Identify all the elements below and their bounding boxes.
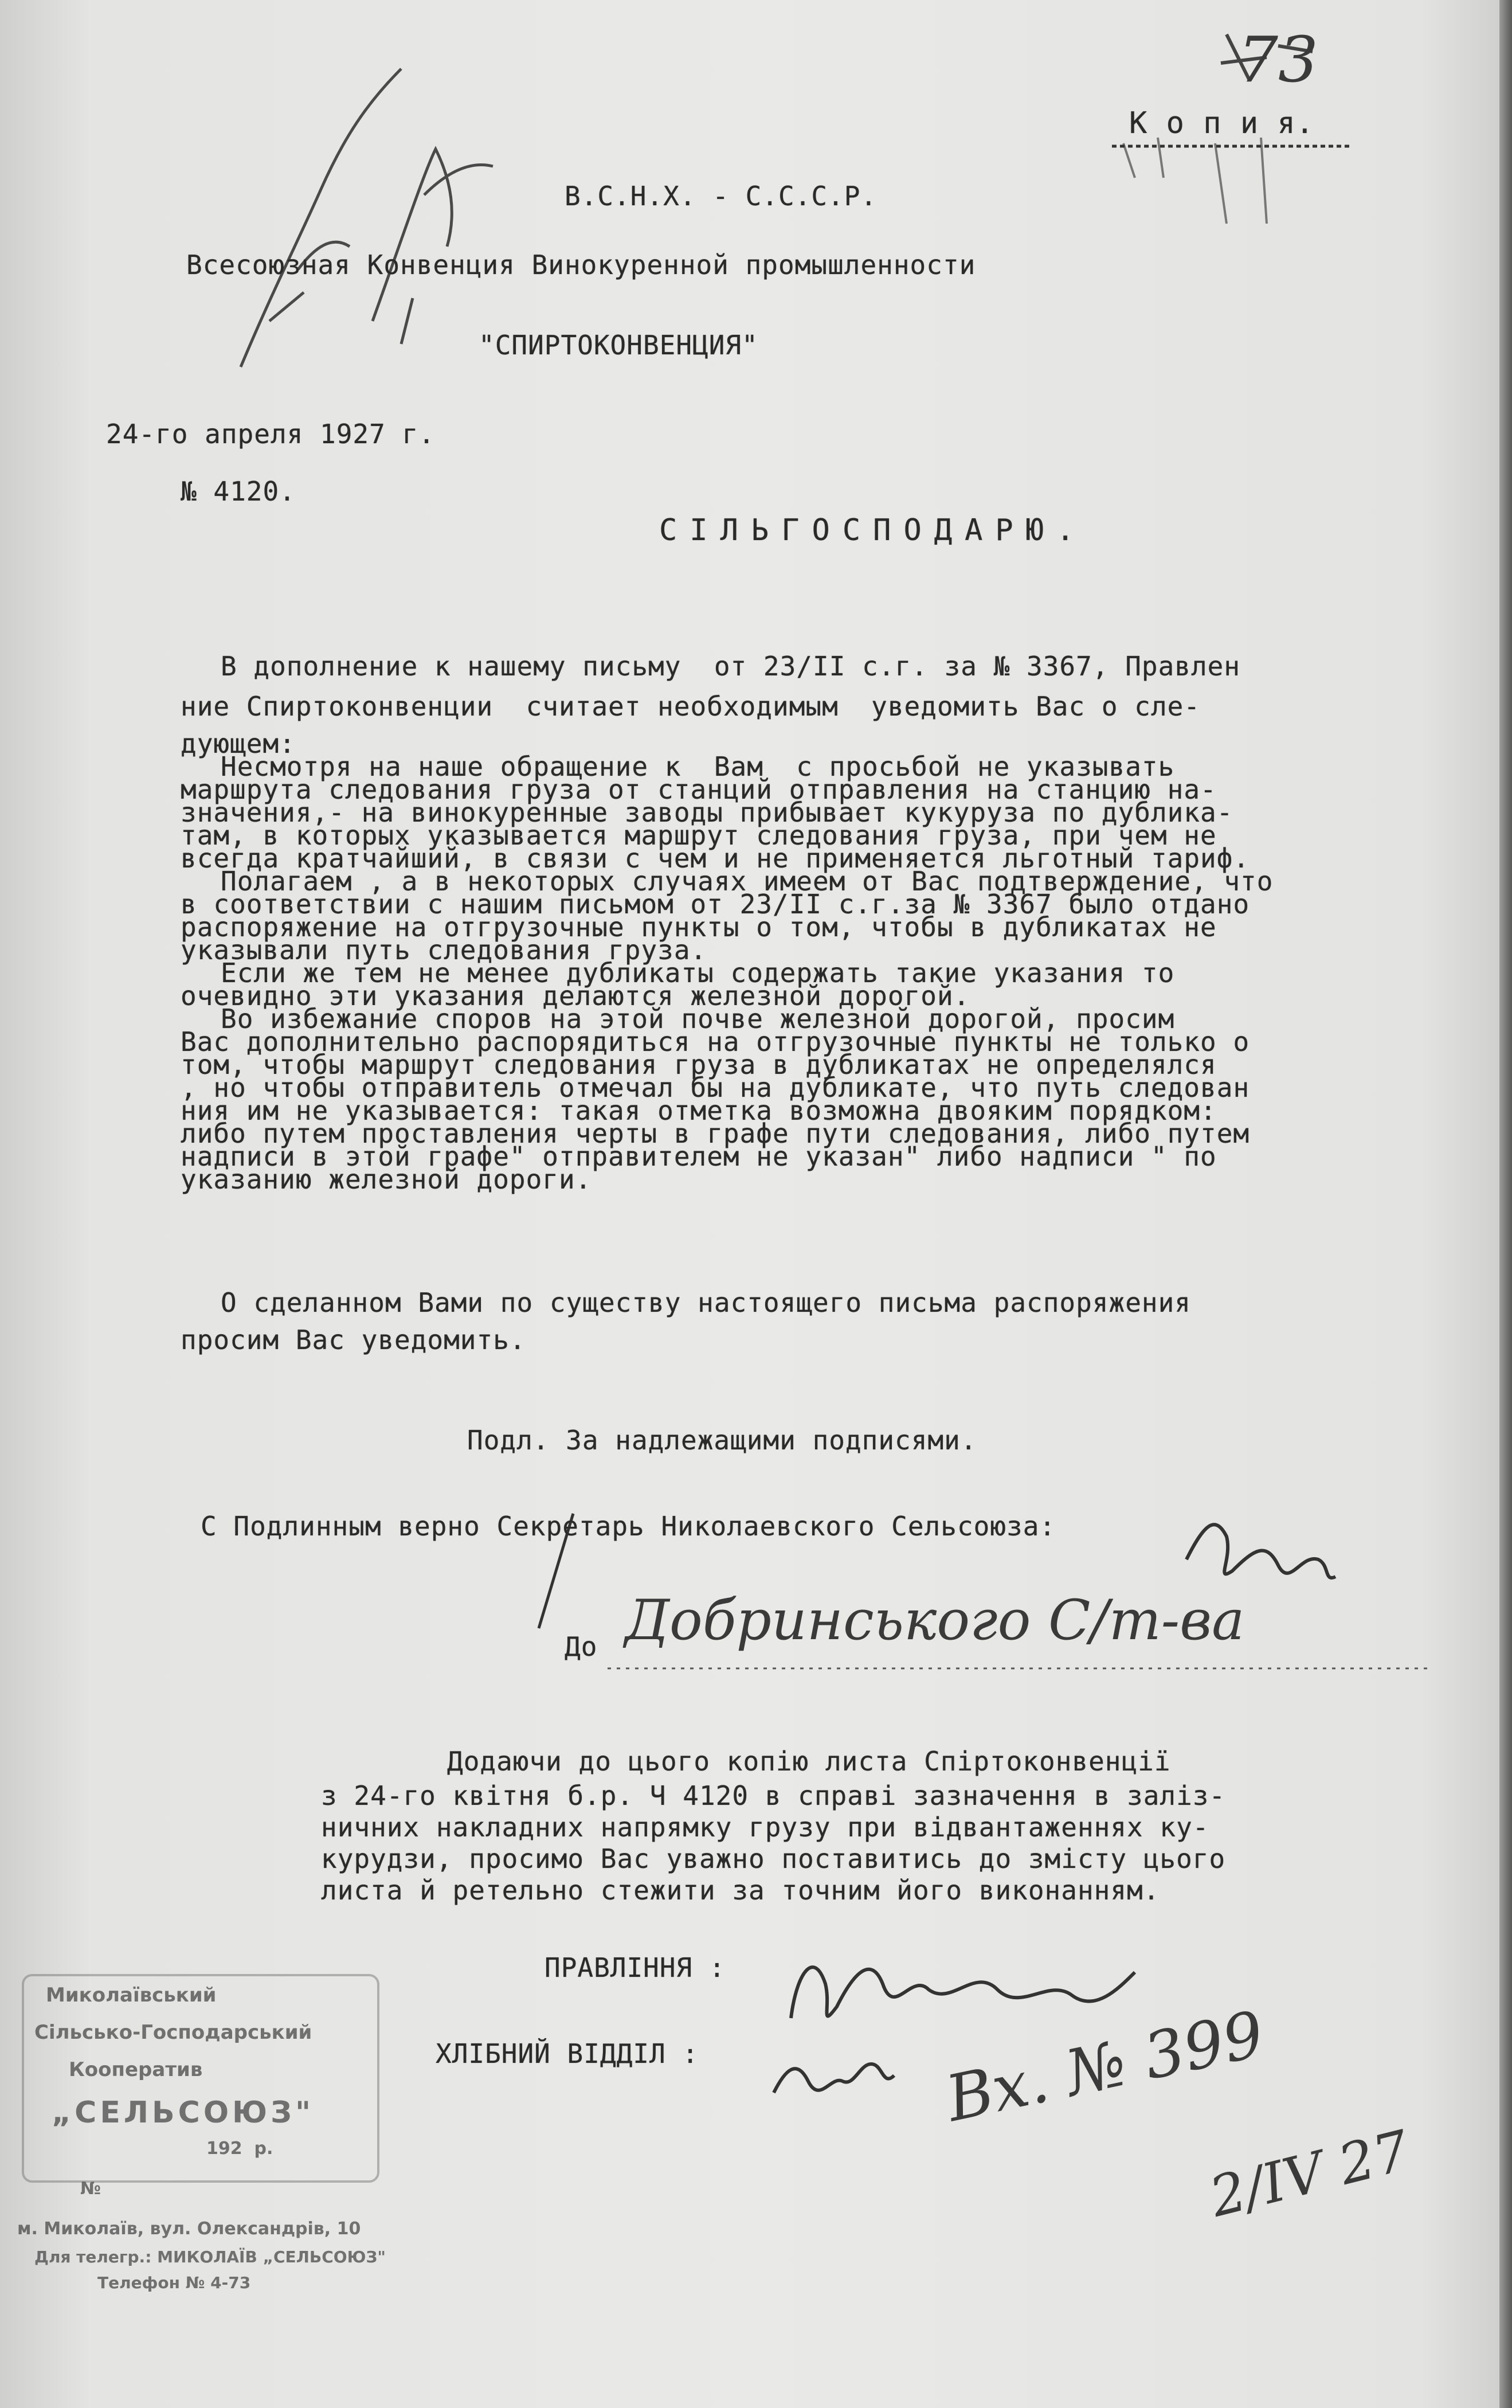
- recipient-handwritten: Добринського С/т-ва: [625, 1588, 1245, 1652]
- stamp-line: Телефон № 4-73: [97, 2273, 251, 2292]
- org-line-2: Всесоюзная Конвенция Винокуренной промышленности: [186, 249, 976, 280]
- incoming-number: Вх. № 399: [940, 1997, 1271, 2136]
- body-line: маршрута следования груза от станций отправления на станцию на-: [181, 774, 1217, 805]
- stamp-line: Сільсько-Господарський: [34, 2021, 312, 2044]
- resolution-scribble: [241, 69, 401, 367]
- body-line: О сделанном Вами по существу настоящего письма распоряжения: [221, 1287, 1191, 1318]
- archive-mark: 73: [1238, 23, 1318, 96]
- stamp-line: Миколаївський: [46, 1984, 217, 2007]
- stamp-line: 192 р.: [206, 2139, 273, 2159]
- cover-line: курудзи, просимо Вас уважно поставитись до змісту цього: [321, 1843, 1226, 1874]
- addressee-heading: СІЛЬГОСПОДАРЮ.: [659, 513, 1087, 548]
- body-line: значения,- на винокуренные заводы прибывает кукуруза по дублика-: [181, 797, 1233, 828]
- body-line: там, в которых указывается маршрут следования груза, при чем не: [181, 820, 1217, 851]
- letter-number: № 4120.: [181, 476, 296, 507]
- board-signature: [791, 1967, 1135, 2018]
- body-line: ния им не указывается: такая отметка возможна двояким порядком:: [181, 1095, 1217, 1126]
- body-line: в соответствии с нашим письмом от 23/II с.г.за № 3367 было отдано: [181, 889, 1250, 920]
- board-label: ПРАВЛІННЯ :: [545, 1952, 726, 1983]
- stamp-line: „СЕЛЬСОЮЗ": [52, 2096, 315, 2130]
- incoming-date: 2/IV 27: [1204, 2118, 1416, 2230]
- stamp-line: Кооператив: [69, 2058, 203, 2081]
- body-line: просим Вас уведомить.: [181, 1324, 526, 1355]
- recipient-prefix: До: [565, 1631, 598, 1662]
- body-line: дующем:: [181, 728, 296, 759]
- body-line: указанию железной дороги.: [181, 1164, 592, 1195]
- org-line-1: В.С.Н.Х. - С.С.С.Р.: [565, 181, 878, 212]
- cover-line: ничних накладних напрямку грузу при відвантаженнях ку-: [321, 1812, 1209, 1843]
- body-line: , но чтобы отправитель отмечал бы на дубликате, что путь следован: [181, 1072, 1250, 1103]
- grain-dept-label: ХЛІБНИЙ ВІДДІЛ :: [436, 2038, 699, 2069]
- grain-signature: [774, 2064, 894, 2093]
- body-line: распоряжение на отгрузочные пункты о том, чтобы в дубликатах не: [181, 912, 1217, 943]
- cover-line: з 24-го квітня б.р. Ч 4120 в справі зазначення в заліз-: [321, 1780, 1226, 1811]
- body-line: Вас дополнительно распорядиться на отгрузочные пункты не только о: [181, 1026, 1250, 1057]
- cover-line: листа й ретельно стежити за точним його виконанням.: [321, 1875, 1160, 1906]
- copy-label: К о п и я.: [1129, 106, 1315, 140]
- body-line: Несмотря на наше обращение к Вам с просьбой не указывать: [221, 751, 1175, 782]
- body-line: указывали путь следования груза.: [181, 935, 707, 965]
- letter-date: 24-го апреля 1927 г.: [106, 419, 435, 449]
- body-line: очевидно эти указания делаются железной дорогой.: [181, 980, 970, 1011]
- pencil-number: [1123, 138, 1267, 224]
- secretary-signature: [1186, 1524, 1335, 1578]
- certification-line: С Подлинным верно Секретарь Николаевского Сельсоюза:: [201, 1511, 1056, 1542]
- cover-line: Додаючи до цього копію листа Спіртоконвенції: [447, 1746, 1171, 1777]
- stamp-line: м. Миколаїв, вул. Олександрів, 10: [17, 2219, 361, 2239]
- stamp-line: №: [80, 2179, 101, 2199]
- body-line: надписи в этой графе" отправителем не указан" либо надписи " по: [181, 1141, 1217, 1172]
- body-line: Если же тем не менее дубликаты содержать такие указания то: [221, 957, 1175, 988]
- signed-note: Подл. За надлежащими подписями.: [467, 1425, 977, 1456]
- stamp-line: Для телегр.: МИКОЛАЇВ „СЕЛЬСОЮЗ": [34, 2247, 386, 2266]
- body-line: Полагаем , а в некоторых случаях имеем от Вас подтверждение, что: [221, 866, 1274, 897]
- body-line: В дополнение к нашему письму от 23/II с.г. за № 3367, Правлен: [221, 651, 1241, 682]
- body-line: Во избежание споров на этой почве железной дорогой, просим: [221, 1003, 1175, 1034]
- body-line: всегда кратчайший, в связи с чем и не применяется льготный тариф.: [181, 843, 1250, 874]
- body-line: либо путем проставления черты в графе пути следования, либо путем: [181, 1118, 1250, 1149]
- org-line-3: "СПИРТОКОНВЕНЦИЯ": [479, 330, 758, 361]
- resolution-signature: [373, 149, 493, 344]
- body-line: том, чтобы маршрут следования груза в дубликатах не определялся: [181, 1049, 1217, 1080]
- body-line: ние Спиртоконвенции считает необходимым уведомить Вас о сле-: [181, 691, 1201, 722]
